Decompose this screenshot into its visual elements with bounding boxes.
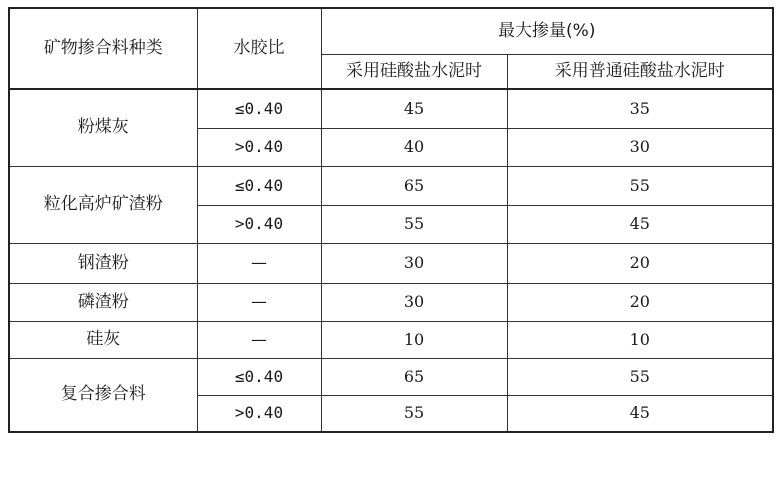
header-ordinary-portland-cement: 采用普通硅酸盐水泥时 (507, 54, 773, 89)
mineral-name-cell: 复合掺合料 (9, 358, 197, 432)
portland-dosage-cell: 65 (321, 358, 507, 395)
portland-dosage-cell: 40 (321, 128, 507, 166)
mineral-admixture-table (8, 7, 774, 433)
ordinary-dosage-cell: 20 (507, 243, 773, 283)
portland-dosage-cell: 45 (321, 89, 507, 128)
header-portland-cement: 采用硅酸盐水泥时 (321, 54, 507, 89)
water-binder-ratio-cell: — (197, 283, 321, 321)
ordinary-dosage-cell: 20 (507, 283, 773, 321)
mineral-name-cell: 粉煤灰 (9, 89, 197, 166)
portland-dosage-cell: 10 (321, 321, 507, 358)
table-row (9, 166, 773, 205)
table-row (9, 283, 773, 321)
portland-dosage-cell: 65 (321, 166, 507, 205)
ordinary-dosage-cell: 55 (507, 358, 773, 395)
mineral-name-cell: 磷渣粉 (9, 283, 197, 321)
portland-dosage-cell: 55 (321, 395, 507, 432)
table-row (9, 243, 773, 283)
water-binder-ratio-cell: ≤0.40 (197, 358, 321, 395)
portland-dosage-cell: 30 (321, 243, 507, 283)
ordinary-dosage-cell: 45 (507, 205, 773, 243)
ordinary-dosage-cell: 45 (507, 395, 773, 432)
water-binder-ratio-cell: >0.40 (197, 205, 321, 243)
ordinary-dosage-cell: 55 (507, 166, 773, 205)
water-binder-ratio-cell: — (197, 321, 321, 358)
mineral-name-cell: 钢渣粉 (9, 243, 197, 283)
table-body (9, 89, 773, 432)
ordinary-dosage-cell: 30 (507, 128, 773, 166)
water-binder-ratio-cell: ≤0.40 (197, 89, 321, 128)
table-row (9, 358, 773, 395)
header-water-binder-ratio: 水胶比 (197, 8, 321, 89)
table-row (9, 89, 773, 128)
water-binder-ratio-cell: >0.40 (197, 128, 321, 166)
water-binder-ratio-cell: >0.40 (197, 395, 321, 432)
table-container (8, 7, 774, 433)
header-max-dosage: 最大掺量(%) (321, 8, 773, 54)
portland-dosage-cell: 30 (321, 283, 507, 321)
water-binder-ratio-cell: — (197, 243, 321, 283)
ordinary-dosage-cell: 35 (507, 89, 773, 128)
water-binder-ratio-cell: ≤0.40 (197, 166, 321, 205)
mineral-name-cell: 硅灰 (9, 321, 197, 358)
ordinary-dosage-cell: 10 (507, 321, 773, 358)
mineral-name-cell: 粒化高炉矿渣粉 (9, 166, 197, 243)
portland-dosage-cell: 55 (321, 205, 507, 243)
header-mineral-type: 矿物掺合料种类 (9, 8, 197, 89)
table-row (9, 321, 773, 358)
